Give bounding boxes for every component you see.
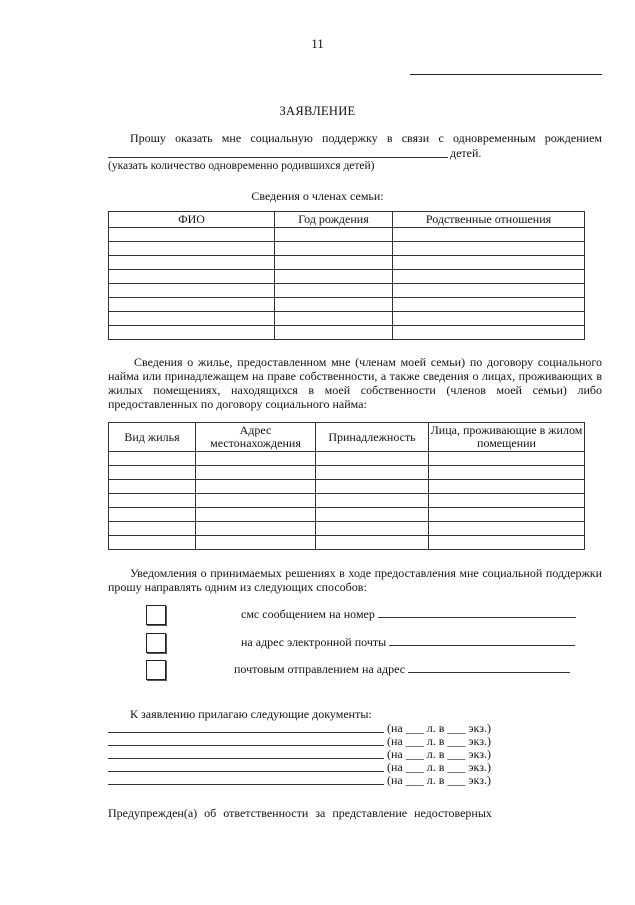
housing-table-cell[interactable]: [316, 536, 429, 550]
housing-table-cell[interactable]: [316, 452, 429, 466]
housing-table-cell[interactable]: [429, 508, 585, 522]
housing-paragraph: [108, 355, 602, 411]
family-table-cell[interactable]: [275, 284, 393, 298]
documents-heading: К заявлению прилагаю следующие документы:: [130, 707, 372, 721]
document-row: [108, 747, 602, 761]
housing-table-cell[interactable]: [109, 494, 196, 508]
housing-table-cell[interactable]: [429, 480, 585, 494]
housing-table-cell[interactable]: [196, 452, 316, 466]
document-row: [108, 734, 602, 748]
housing-table-cell[interactable]: [316, 508, 429, 522]
family-table-row: [109, 298, 585, 312]
col-address: Адрес местонахождения: [196, 423, 316, 452]
col-relation: Родственные отношения: [393, 212, 585, 228]
housing-table: [108, 422, 585, 550]
housing-table-cell[interactable]: [316, 466, 429, 480]
family-table-cell[interactable]: [275, 326, 393, 340]
family-table-cell[interactable]: [275, 256, 393, 270]
housing-table-cell[interactable]: [109, 452, 196, 466]
document-name-field[interactable]: [108, 784, 384, 785]
family-table-cell[interactable]: [275, 298, 393, 312]
family-table-cell[interactable]: [393, 284, 585, 298]
housing-table-cell[interactable]: [429, 536, 585, 550]
post-label: почтовым отправлением на адрес: [234, 662, 406, 676]
email-checkbox[interactable]: [146, 633, 166, 653]
col-birth-year: Год рождения: [275, 212, 393, 228]
document-name-field[interactable]: [108, 732, 384, 733]
col-housing-type: Вид жилья: [109, 423, 196, 452]
housing-table-cell[interactable]: [109, 536, 196, 550]
family-table-cell[interactable]: [393, 242, 585, 256]
family-table-row: [109, 242, 585, 256]
housing-table-cell[interactable]: [196, 466, 316, 480]
family-table-row: [109, 256, 585, 270]
family-table-cell[interactable]: [275, 312, 393, 326]
housing-table-cell[interactable]: [109, 508, 196, 522]
family-table-cell[interactable]: [275, 270, 393, 284]
document-pages-copies: (на ___ л. в ___ экз.): [387, 772, 491, 787]
col-ownership: Принадлежность: [316, 423, 429, 452]
page-number: 11: [311, 36, 324, 51]
document-pages-copies: (на ___ л. в ___ экз.): [387, 721, 491, 735]
housing-table-cell[interactable]: [196, 508, 316, 522]
children-count-hint: (указать количество одновременно родившихся детей): [108, 160, 375, 172]
email-option: [241, 635, 575, 649]
family-table-row: [109, 270, 585, 284]
housing-table-cell[interactable]: [109, 480, 196, 494]
document-pages-copies: (на ___ л. в ___ экз.): [387, 759, 491, 774]
family-heading: Сведения о членах семьи:: [251, 189, 384, 203]
document-name-field[interactable]: [108, 745, 384, 746]
housing-table-row: [109, 508, 585, 522]
family-table-cell[interactable]: [275, 228, 393, 242]
family-table-cell[interactable]: [109, 298, 275, 312]
housing-table-row: [109, 494, 585, 508]
housing-table-row: [109, 452, 585, 466]
document-pages-copies: (на ___ л. в ___ экз.): [387, 733, 491, 748]
family-table-row: [109, 312, 585, 326]
housing-table-cell[interactable]: [196, 522, 316, 536]
housing-table-row: [109, 480, 585, 494]
housing-table-row: [109, 522, 585, 536]
family-table-cell[interactable]: [393, 228, 585, 242]
family-table-cell[interactable]: [109, 284, 275, 298]
family-table-cell[interactable]: [393, 298, 585, 312]
family-table-cell[interactable]: [109, 270, 275, 284]
housing-table-cell[interactable]: [316, 522, 429, 536]
post-option: [234, 662, 570, 676]
housing-table-cell[interactable]: [316, 494, 429, 508]
document-row: [108, 721, 602, 735]
children-suffix: детей.: [450, 146, 482, 160]
sms-option: [241, 607, 576, 621]
document-name-field[interactable]: [108, 758, 384, 759]
addressee-line[interactable]: [410, 74, 602, 75]
housing-table-cell[interactable]: [196, 536, 316, 550]
family-table: [108, 211, 585, 340]
notifications-paragraph: Уведомления о принимаемых решениях в ходе предоставления мне социальной поддержки прошу направлять одним из следующих способов:: [108, 566, 602, 594]
postal-address-field[interactable]: [408, 662, 570, 673]
housing-table-cell[interactable]: [109, 466, 196, 480]
email-label: на адрес электронной почты: [241, 635, 387, 649]
housing-table-cell[interactable]: [316, 480, 429, 494]
housing-table-cell[interactable]: [429, 494, 585, 508]
family-table-cell[interactable]: [109, 326, 275, 340]
housing-table-cell[interactable]: [196, 480, 316, 494]
document-title: ЗАЯВЛЕНИЕ: [279, 104, 356, 118]
housing-table-row: [109, 536, 585, 550]
sms-label: смс сообщением на номер: [241, 607, 375, 621]
sms-number-field[interactable]: [378, 607, 576, 618]
document-pages-copies: (на ___ л. в ___ экз.): [387, 746, 491, 761]
housing-table-cell[interactable]: [429, 452, 585, 466]
post-checkbox[interactable]: [146, 660, 166, 680]
housing-table-cell[interactable]: [109, 522, 196, 536]
family-table-cell[interactable]: [275, 242, 393, 256]
housing-paragraph-text: Сведения о жилье, предоставленном мне (членам моей семьи) по договору социального найма или принадлежащем на праве собственности, а также сведения о лицах, проживающих в жилых помещениях, находящихся в моей собственности (членов моей семьи) либо предоставленных по договору социального найма:: [108, 355, 602, 411]
family-table-header: [109, 212, 585, 228]
housing-table-cell[interactable]: [196, 494, 316, 508]
sms-checkbox[interactable]: [146, 605, 166, 625]
family-table-cell[interactable]: [109, 228, 275, 242]
request-text: Прошу оказать мне социальную поддержку в связи с одновременным рождением: [130, 131, 602, 145]
family-table-cell[interactable]: [393, 326, 585, 340]
document-row: [108, 773, 602, 787]
children-count-row: [108, 146, 602, 160]
family-table-cell[interactable]: [393, 256, 585, 270]
document-row: [108, 760, 602, 774]
housing-table-row: [109, 466, 585, 480]
family-table-row: [109, 284, 585, 298]
housing-table-header: [109, 423, 585, 452]
document-name-field[interactable]: [108, 771, 384, 772]
warning-text: Предупрежден(а) об ответственности за представление недостоверных: [108, 806, 492, 820]
children-count-field[interactable]: [108, 157, 448, 158]
housing-table-cell[interactable]: [429, 522, 585, 536]
col-residents: Лица, проживающие в жилом помещении: [429, 423, 585, 452]
family-table-cell[interactable]: [109, 312, 275, 326]
family-table-cell[interactable]: [109, 242, 275, 256]
family-table-cell[interactable]: [393, 270, 585, 284]
email-address-field[interactable]: [389, 635, 575, 646]
family-table-row: [109, 326, 585, 340]
col-fio: ФИО: [109, 212, 275, 228]
family-table-cell[interactable]: [393, 312, 585, 326]
housing-table-cell[interactable]: [429, 466, 585, 480]
family-table-row: [109, 228, 585, 242]
family-table-cell[interactable]: [109, 256, 275, 270]
